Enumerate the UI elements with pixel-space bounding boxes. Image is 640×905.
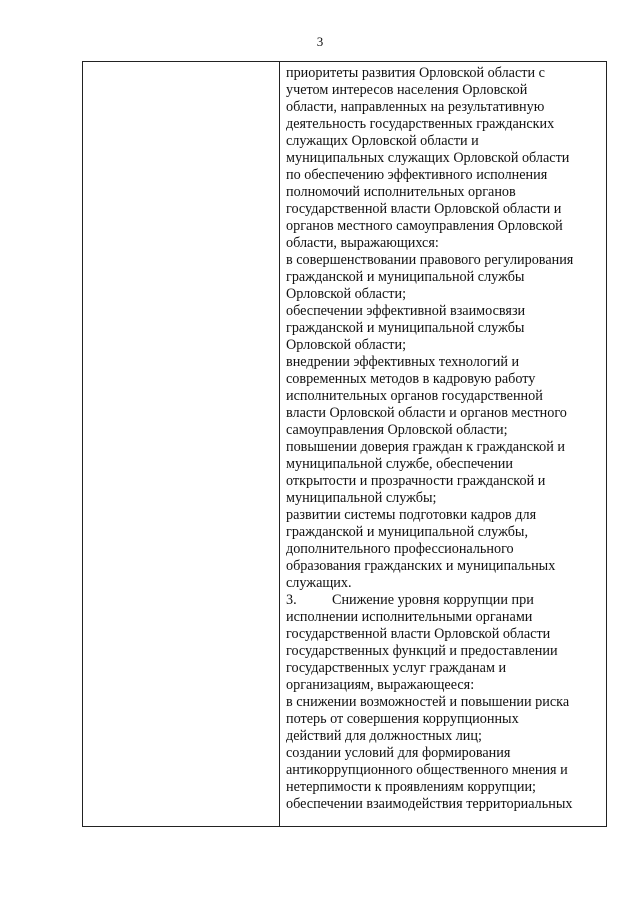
text-line: антикоррупционного общественного мнения и xyxy=(286,762,568,778)
text-line: нетерпимости к проявлениям коррупции; xyxy=(286,779,536,795)
page-number: 3 xyxy=(316,34,324,49)
text-line: дополнительного профессионального xyxy=(286,541,514,557)
text-line: муниципальных служащих Орловской области xyxy=(286,150,570,166)
document-table xyxy=(82,61,607,827)
text-line: обеспечении эффективной взаимосвязи xyxy=(286,303,526,319)
text-line: открытости и прозрачности гражданской и xyxy=(286,473,546,489)
item-3-first-line: Снижение уровня коррупции при xyxy=(332,592,534,608)
text-line: государственных функций и предоставлении xyxy=(286,643,558,659)
text-line: области, выражающихся: xyxy=(286,235,439,251)
text-line: действий для должностных лиц; xyxy=(286,728,482,744)
text-line: гражданской и муниципальной службы, xyxy=(286,524,528,540)
text-line: служащих Орловской области и xyxy=(286,133,479,149)
text-line: по обеспечению эффективного исполнения xyxy=(286,167,548,183)
text-line: исполнении исполнительными органами xyxy=(286,609,533,625)
text-line: власти Орловской области и органов местного xyxy=(286,405,567,421)
text-line: служащих. xyxy=(286,575,352,591)
text-line: организациям, выражающееся: xyxy=(286,677,475,693)
text-line: государственной власти Орловской области и xyxy=(286,201,562,217)
text-line: муниципальной службе, обеспечении xyxy=(286,456,513,472)
item-3-heading xyxy=(286,592,600,609)
text-line: самоуправления Орловской области; xyxy=(286,422,508,438)
text-line: муниципальной службы; xyxy=(286,490,437,506)
text-line: органов местного самоуправления Орловской xyxy=(286,218,563,234)
text-line: потерь от совершения коррупционных xyxy=(286,711,519,727)
text-line: полномочий исполнительных органов xyxy=(286,184,516,200)
item-3-number: 3. xyxy=(286,592,297,608)
text-line: государственной власти Орловской области xyxy=(286,626,551,642)
table-right-column xyxy=(280,62,606,826)
text-line: обеспечении взаимодействия территориальных xyxy=(286,796,573,812)
text-line: развитии системы подготовки кадров для xyxy=(286,507,537,523)
text-line: создании условий для формирования xyxy=(286,745,511,761)
text-line: гражданской и муниципальной службы xyxy=(286,269,525,285)
text-line: государственных услуг гражданам и xyxy=(286,660,507,676)
text-line: внедрении эффективных технологий и xyxy=(286,354,520,370)
text-line: учетом интересов населения Орловской xyxy=(286,82,528,98)
text-line: Орловской области; xyxy=(286,286,407,302)
text-line: повышении доверия граждан к гражданской и xyxy=(286,439,565,455)
text-line: гражданской и муниципальной службы xyxy=(286,320,525,336)
text-line: исполнительных органов государственной xyxy=(286,388,543,404)
text-line: образования гражданских и муниципальных xyxy=(286,558,556,574)
text-line: современных методов в кадровую работу xyxy=(286,371,536,387)
text-line: деятельность государственных гражданских xyxy=(286,116,555,132)
text-line: приоритеты развития Орловской области с xyxy=(286,65,545,81)
text-line: в совершенствовании правового регулирования xyxy=(286,252,574,268)
text-line: области, направленных на результативную xyxy=(286,99,545,115)
text-line: в снижении возможностей и повышении риска xyxy=(286,694,570,710)
text-line: Орловской области; xyxy=(286,337,407,353)
table-left-column xyxy=(83,62,280,826)
